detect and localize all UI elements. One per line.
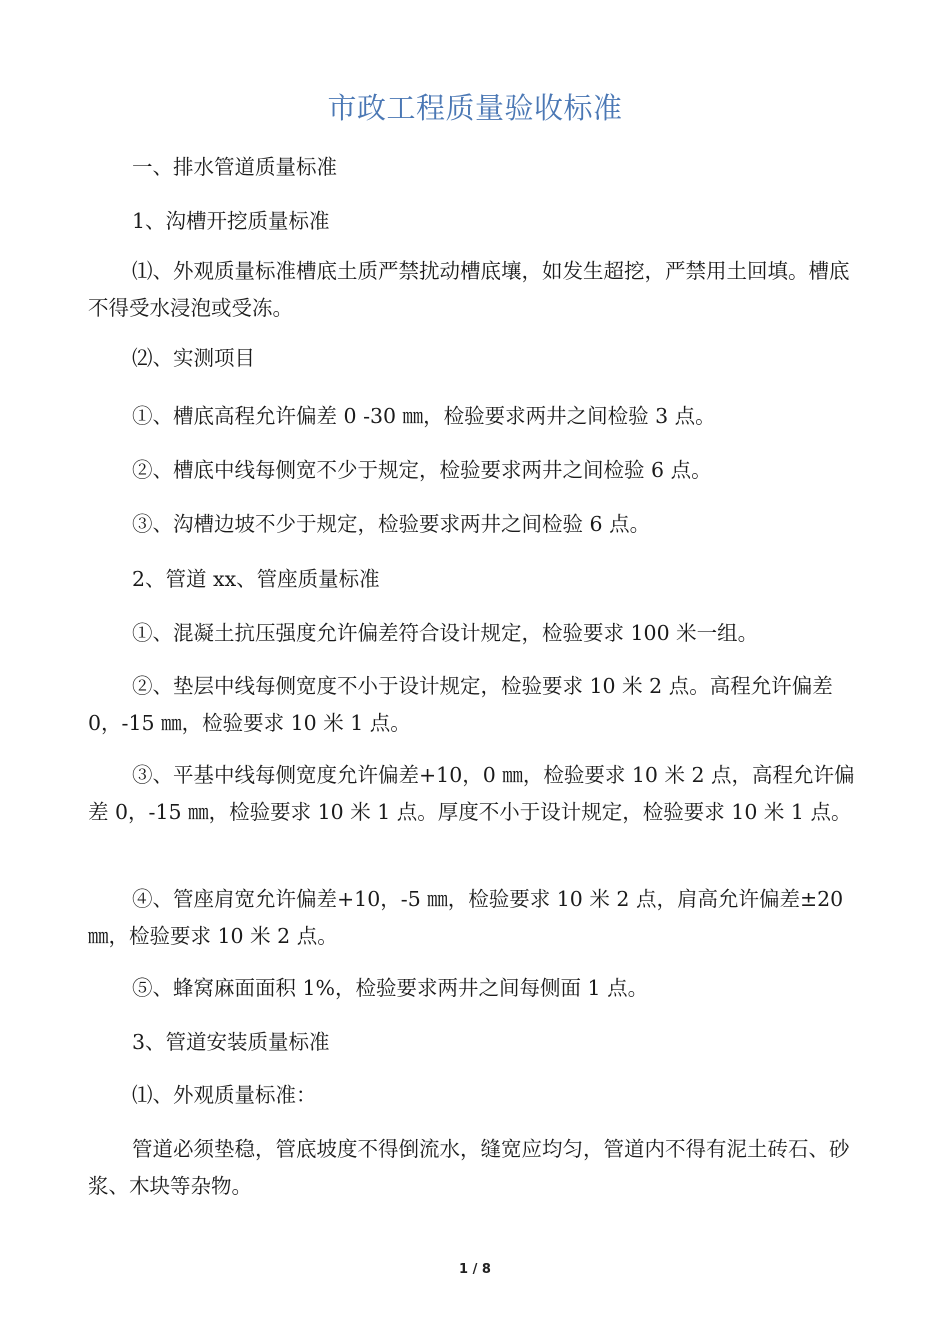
paragraph [88,253,863,327]
subsection-heading: 2、管道 xx、管座质量标准 [132,567,380,591]
paragraph [88,506,863,543]
list-item: ①、混凝土抗压强度允许偏差符合设计规定，检验要求 100 米一组。 [132,621,759,645]
paragraph [88,615,863,652]
paragraph-text: ⑴、外观质量标准： [132,1083,317,1107]
page-number: 1 / 8 [459,1262,491,1277]
list-item: ①、槽底高程允许偏差 0 -30 ㎜，检验要求两井之间检验 3 点。 [132,404,716,428]
list-item: ⑤、蜂窝麻面面积 1%，检验要求两井之间每侧面 1 点。 [132,976,649,1000]
paragraph [88,970,863,1007]
subsection-heading: 1、沟槽开挖质量标准 [132,209,330,233]
paragraph [88,881,863,955]
paragraph [88,1131,863,1205]
paragraph-text: 管道必须垫稳，管底坡度不得倒流水，缝宽应均匀，管道内不得有泥土砖石、砂浆、木块等杂物。 [88,1137,850,1198]
paragraph [88,561,863,598]
paragraph [88,398,863,435]
paragraph [88,668,863,742]
paragraph [88,1024,863,1061]
subsection-heading: 3、管道安装质量标准 [132,1030,330,1054]
paragraph-text: ⑴、外观质量标准槽底土质严禁扰动槽底壤，如发生超挖，严禁用土回填。槽底不得受水浸泡或受冻。 [88,259,850,320]
paragraph [88,452,863,489]
list-item: ④、管座肩宽允许偏差+10，-5 ㎜，检验要求 10 米 2 点，肩高允许偏差±20 ㎜，检验要求 10 米 2 点。 [88,887,844,948]
list-item: ②、槽底中线每侧宽不少于规定，检验要求两井之间检验 6 点。 [132,458,712,482]
document-title: 市政工程质量验收标准 [327,91,623,125]
paragraph [88,340,863,377]
section-heading: 一、排水管道质量标准 [132,155,337,179]
paragraph [88,149,863,186]
paragraph-text: ⑵、实测项目 [132,346,255,370]
paragraph [88,757,863,831]
list-item: ②、垫层中线每侧宽度不小于设计规定，检验要求 10 米 2 点。高程允许偏差 0，-15 ㎜，检验要求 10 米 1 点。 [88,674,833,735]
paragraph [88,203,863,240]
list-item: ③、沟槽边坡不少于规定，检验要求两井之间检验 6 点。 [132,512,651,536]
paragraph [88,1077,863,1114]
list-item: ③、平基中线每侧宽度允许偏差+10，0 ㎜，检验要求 10 米 2 点，高程允许偏差 0，-15 ㎜，检验要求 10 米 1 点。厚度不小于设计规定，检验要求 10 米 1 点。 [88,763,855,824]
